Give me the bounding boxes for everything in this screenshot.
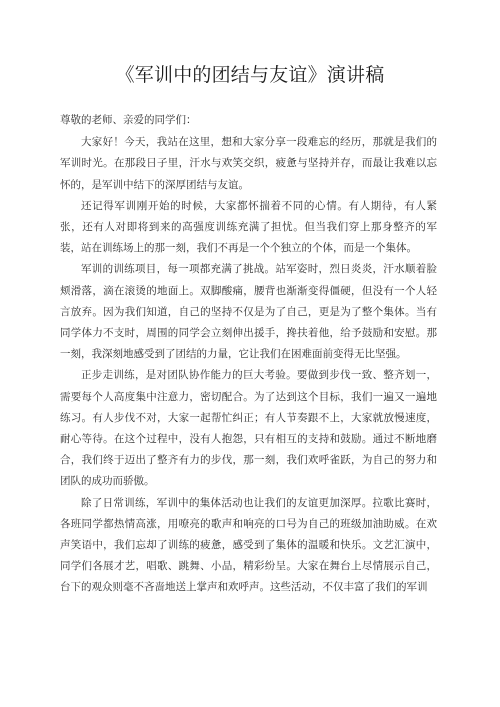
paragraph: 军训的训练项目，每一项都充满了挑战。站军姿时，烈日炎炎，汗水顺着脸颊滑落，滴在滚烫的地面上。双脚酸痛，腰背也渐渐变得僵硬，但没有一个人轻言放弃。因为我们知道，自己的坚持不仅是为了自己，更是为了整个集体。当有同学体力不支时，周围的同学会立刻伸出援手，搀扶着他，给予鼓励和安慰。那一刻，我深刻地感受到了团结的力量，它让我们在困难面前变得无比坚强。 [60, 263, 437, 361]
paragraph: 还记得军训刚开始的时候，大家都怀揣着不同的心情。有人期待，有人紧张，还有人对即将到来的高强度训练充满了担忧。但当我们穿上那身整齐的军装，站在训练场上的那一刻，我们不再是一个个独立的个体，而是一个集体。 [60, 199, 437, 255]
paragraph: 除了日常训练，军训中的集体活动也让我们的友谊更加深厚。拉歌比赛时，各班同学都热情高涨，用嘹亮的歌声和响亮的口号为自己的班级加油助威。在欢声笑语中，我们忘却了训练的疲惫，感受到了集体的温暖和快乐。文艺汇演中，同学们各展才艺，唱歌、跳舞、小品，精彩纷呈。大家在舞台上尽情展示自己，台下的观众则毫不吝啬地送上掌声和欢呼声。这些活动，不仅丰富了我们的军训 [60, 496, 437, 594]
greeting-line: 尊敬的老师、亲爱的同学们： [60, 114, 197, 126]
paragraph: 大家好！今天，我站在这里，想和大家分享一段难忘的经历，那就是我们的军训时光。在那段日子里，汗水与欢笑交织，疲惫与坚持并存，而最让我难以忘怀的，是军训中结下的深厚团结与友谊。 [60, 136, 437, 191]
document-body [60, 110, 437, 599]
paragraph: 正步走训练，是对团队协作能力的巨大考验。要做到步伐一致、整齐划一，需要每个人高度集中注意力，密切配合。为了达到这个目标，我们一遍又一遍地练习。有人步伐不对，大家一起帮忙纠正；有人节奏跟不上，大家就放慢速度，耐心等待。在这个过程中，没有人抱怨，只有相互的支持和鼓励。通过不断地磨合，我们终于迈出了整齐有力的步伐，那一刻，我们欢呼雀跃，为自己的努力和团队的成功而骄傲。 [60, 369, 437, 488]
document-title: 《军训中的团结与友谊》演讲稿 [115, 64, 385, 86]
